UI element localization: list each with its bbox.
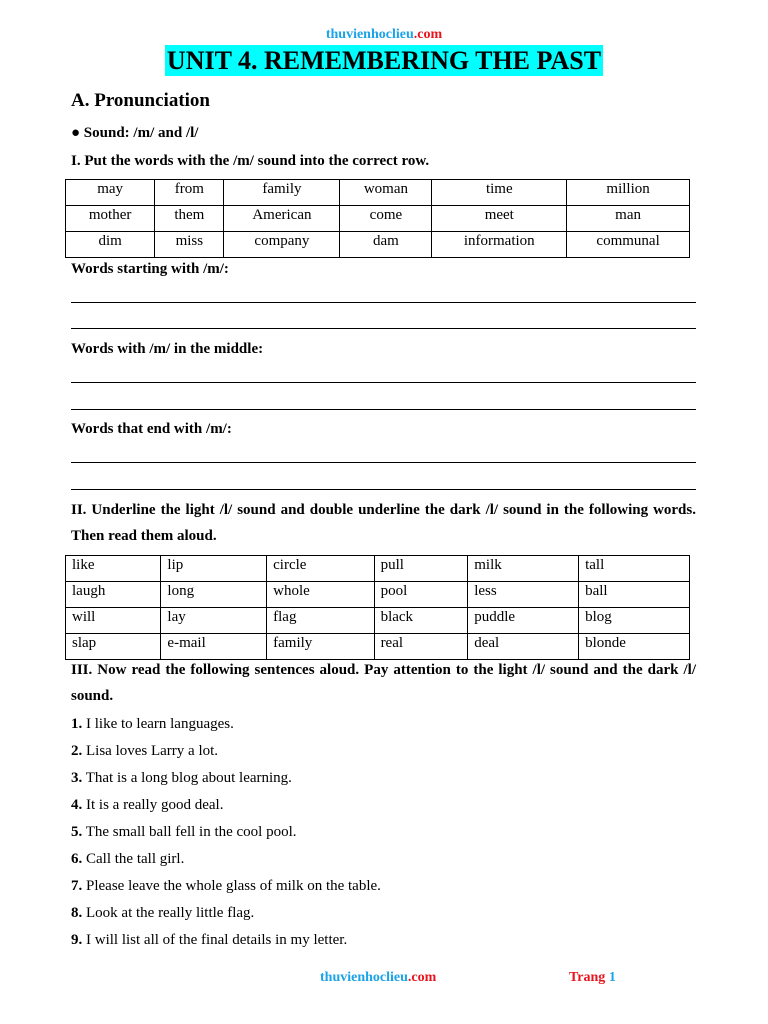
table-cell: slap: [66, 634, 161, 660]
part2-instruction: II. Underline the light /l/ sound and double underline the dark /l/ sound in the following words. Then read them aloud.: [71, 502, 696, 544]
unit-title: UNIT 4. REMEMBERING THE PAST: [166, 46, 602, 75]
table-cell: milk: [468, 556, 579, 582]
answer-line[interactable]: [71, 462, 696, 463]
table-row: [66, 556, 690, 582]
table-cell: family: [224, 180, 340, 206]
part3-instruction: III. Now read the following sentences aloud. Pay attention to the light /l/ sound and the dark /l/ sound.: [71, 662, 696, 704]
answer-line[interactable]: [71, 409, 696, 410]
answer-line[interactable]: [71, 328, 696, 329]
sentence-text: The small ball fell in the cool pool.: [82, 824, 297, 840]
table-cell: dim: [66, 232, 155, 258]
sentence-text: That is a long blog about learning.: [82, 770, 292, 786]
table-cell: woman: [340, 180, 432, 206]
table-cell: blog: [579, 608, 690, 634]
table-cell: information: [432, 232, 567, 258]
table-cell: real: [374, 634, 468, 660]
table-cell: from: [155, 180, 224, 206]
table-row: [66, 232, 690, 258]
table-cell: family: [267, 634, 374, 660]
site-name-blue: thuvienhoclieu: [325, 27, 414, 42]
table-cell: lip: [161, 556, 267, 582]
sentence-text: I will list all of the final details in my letter.: [82, 932, 348, 948]
title-wrap: [0, 45, 768, 76]
sentence-number: 9.: [71, 932, 83, 948]
m-sound-table: [65, 179, 690, 258]
table-row: [66, 608, 690, 634]
label-m-start: Words starting with /m/:: [71, 261, 229, 277]
site-header: [0, 27, 768, 43]
list-item: [71, 876, 696, 903]
table-row: [66, 180, 690, 206]
list-item: [71, 741, 696, 768]
table-cell: tall: [579, 556, 690, 582]
table-cell: them: [155, 206, 224, 232]
table-cell: pool: [374, 582, 468, 608]
table-cell: time: [432, 180, 567, 206]
footer-page: [569, 970, 616, 986]
table-cell: company: [224, 232, 340, 258]
list-item: [71, 822, 696, 849]
table-cell: long: [161, 582, 267, 608]
sentence-text: Please leave the whole glass of milk on the table.: [82, 878, 381, 894]
part1-instruction: I. Put the words with the /m/ sound into the correct row.: [71, 153, 430, 169]
table-cell: black: [374, 608, 468, 634]
table-cell: come: [340, 206, 432, 232]
footer-site-blue: thuvienhoclieu: [320, 970, 408, 985]
table-cell: laugh: [66, 582, 161, 608]
sentence-number: 2.: [71, 743, 83, 759]
table-cell: ball: [579, 582, 690, 608]
list-item: [71, 714, 696, 741]
list-item: [71, 795, 696, 822]
sound-line: ● Sound: /m/ and /l/: [71, 125, 199, 141]
sentence-number: 6.: [71, 851, 83, 867]
sentence-text: Call the tall girl.: [82, 851, 185, 867]
list-item: [71, 903, 696, 930]
table-cell: circle: [267, 556, 374, 582]
table-cell: whole: [267, 582, 374, 608]
sentence-text: It is a really good deal.: [82, 797, 224, 813]
sentence-number: 1.: [71, 716, 83, 732]
l-sound-table: [65, 555, 690, 660]
label-m-end: Words that end with /m/:: [71, 421, 232, 437]
table-cell: man: [567, 206, 690, 232]
table-row: [66, 582, 690, 608]
site-name-red: .com: [413, 27, 443, 42]
sentence-number: 3.: [71, 770, 83, 786]
list-item: [71, 768, 696, 795]
table-cell: puddle: [468, 608, 579, 634]
answer-line[interactable]: [71, 489, 696, 490]
table-cell: million: [567, 180, 690, 206]
answer-line[interactable]: [71, 302, 696, 303]
table-cell: pull: [374, 556, 468, 582]
table-cell: communal: [567, 232, 690, 258]
list-item: [71, 930, 696, 957]
sentence-list: [71, 714, 696, 957]
table-cell: blonde: [579, 634, 690, 660]
sentence-number: 4.: [71, 797, 83, 813]
sentence-text: I like to learn languages.: [82, 716, 234, 732]
table-cell: e-mail: [161, 634, 267, 660]
table-cell: lay: [161, 608, 267, 634]
table-cell: miss: [155, 232, 224, 258]
table-cell: dam: [340, 232, 432, 258]
footer-site-red: .com: [407, 970, 437, 985]
sentence-number: 5.: [71, 824, 83, 840]
table-row: [66, 206, 690, 232]
sentence-text: Lisa loves Larry a lot.: [82, 743, 219, 759]
sentence-text: Look at the really little flag.: [82, 905, 255, 921]
list-item: [71, 849, 696, 876]
table-cell: flag: [267, 608, 374, 634]
page-number: 1: [608, 970, 616, 985]
table-cell: less: [468, 582, 579, 608]
section-heading: A. Pronunciation: [71, 90, 211, 111]
sentence-number: 8.: [71, 905, 83, 921]
sentence-number: 7.: [71, 878, 83, 894]
table-cell: like: [66, 556, 161, 582]
table-cell: may: [66, 180, 155, 206]
table-cell: deal: [468, 634, 579, 660]
table-cell: American: [224, 206, 340, 232]
table-cell: will: [66, 608, 161, 634]
footer-site: [320, 970, 436, 986]
label-m-middle: Words with /m/ in the middle:: [71, 341, 264, 357]
table-cell: meet: [432, 206, 567, 232]
page-label: Trang: [569, 970, 609, 985]
table-row: [66, 634, 690, 660]
table-cell: mother: [66, 206, 155, 232]
answer-line[interactable]: [71, 382, 696, 383]
